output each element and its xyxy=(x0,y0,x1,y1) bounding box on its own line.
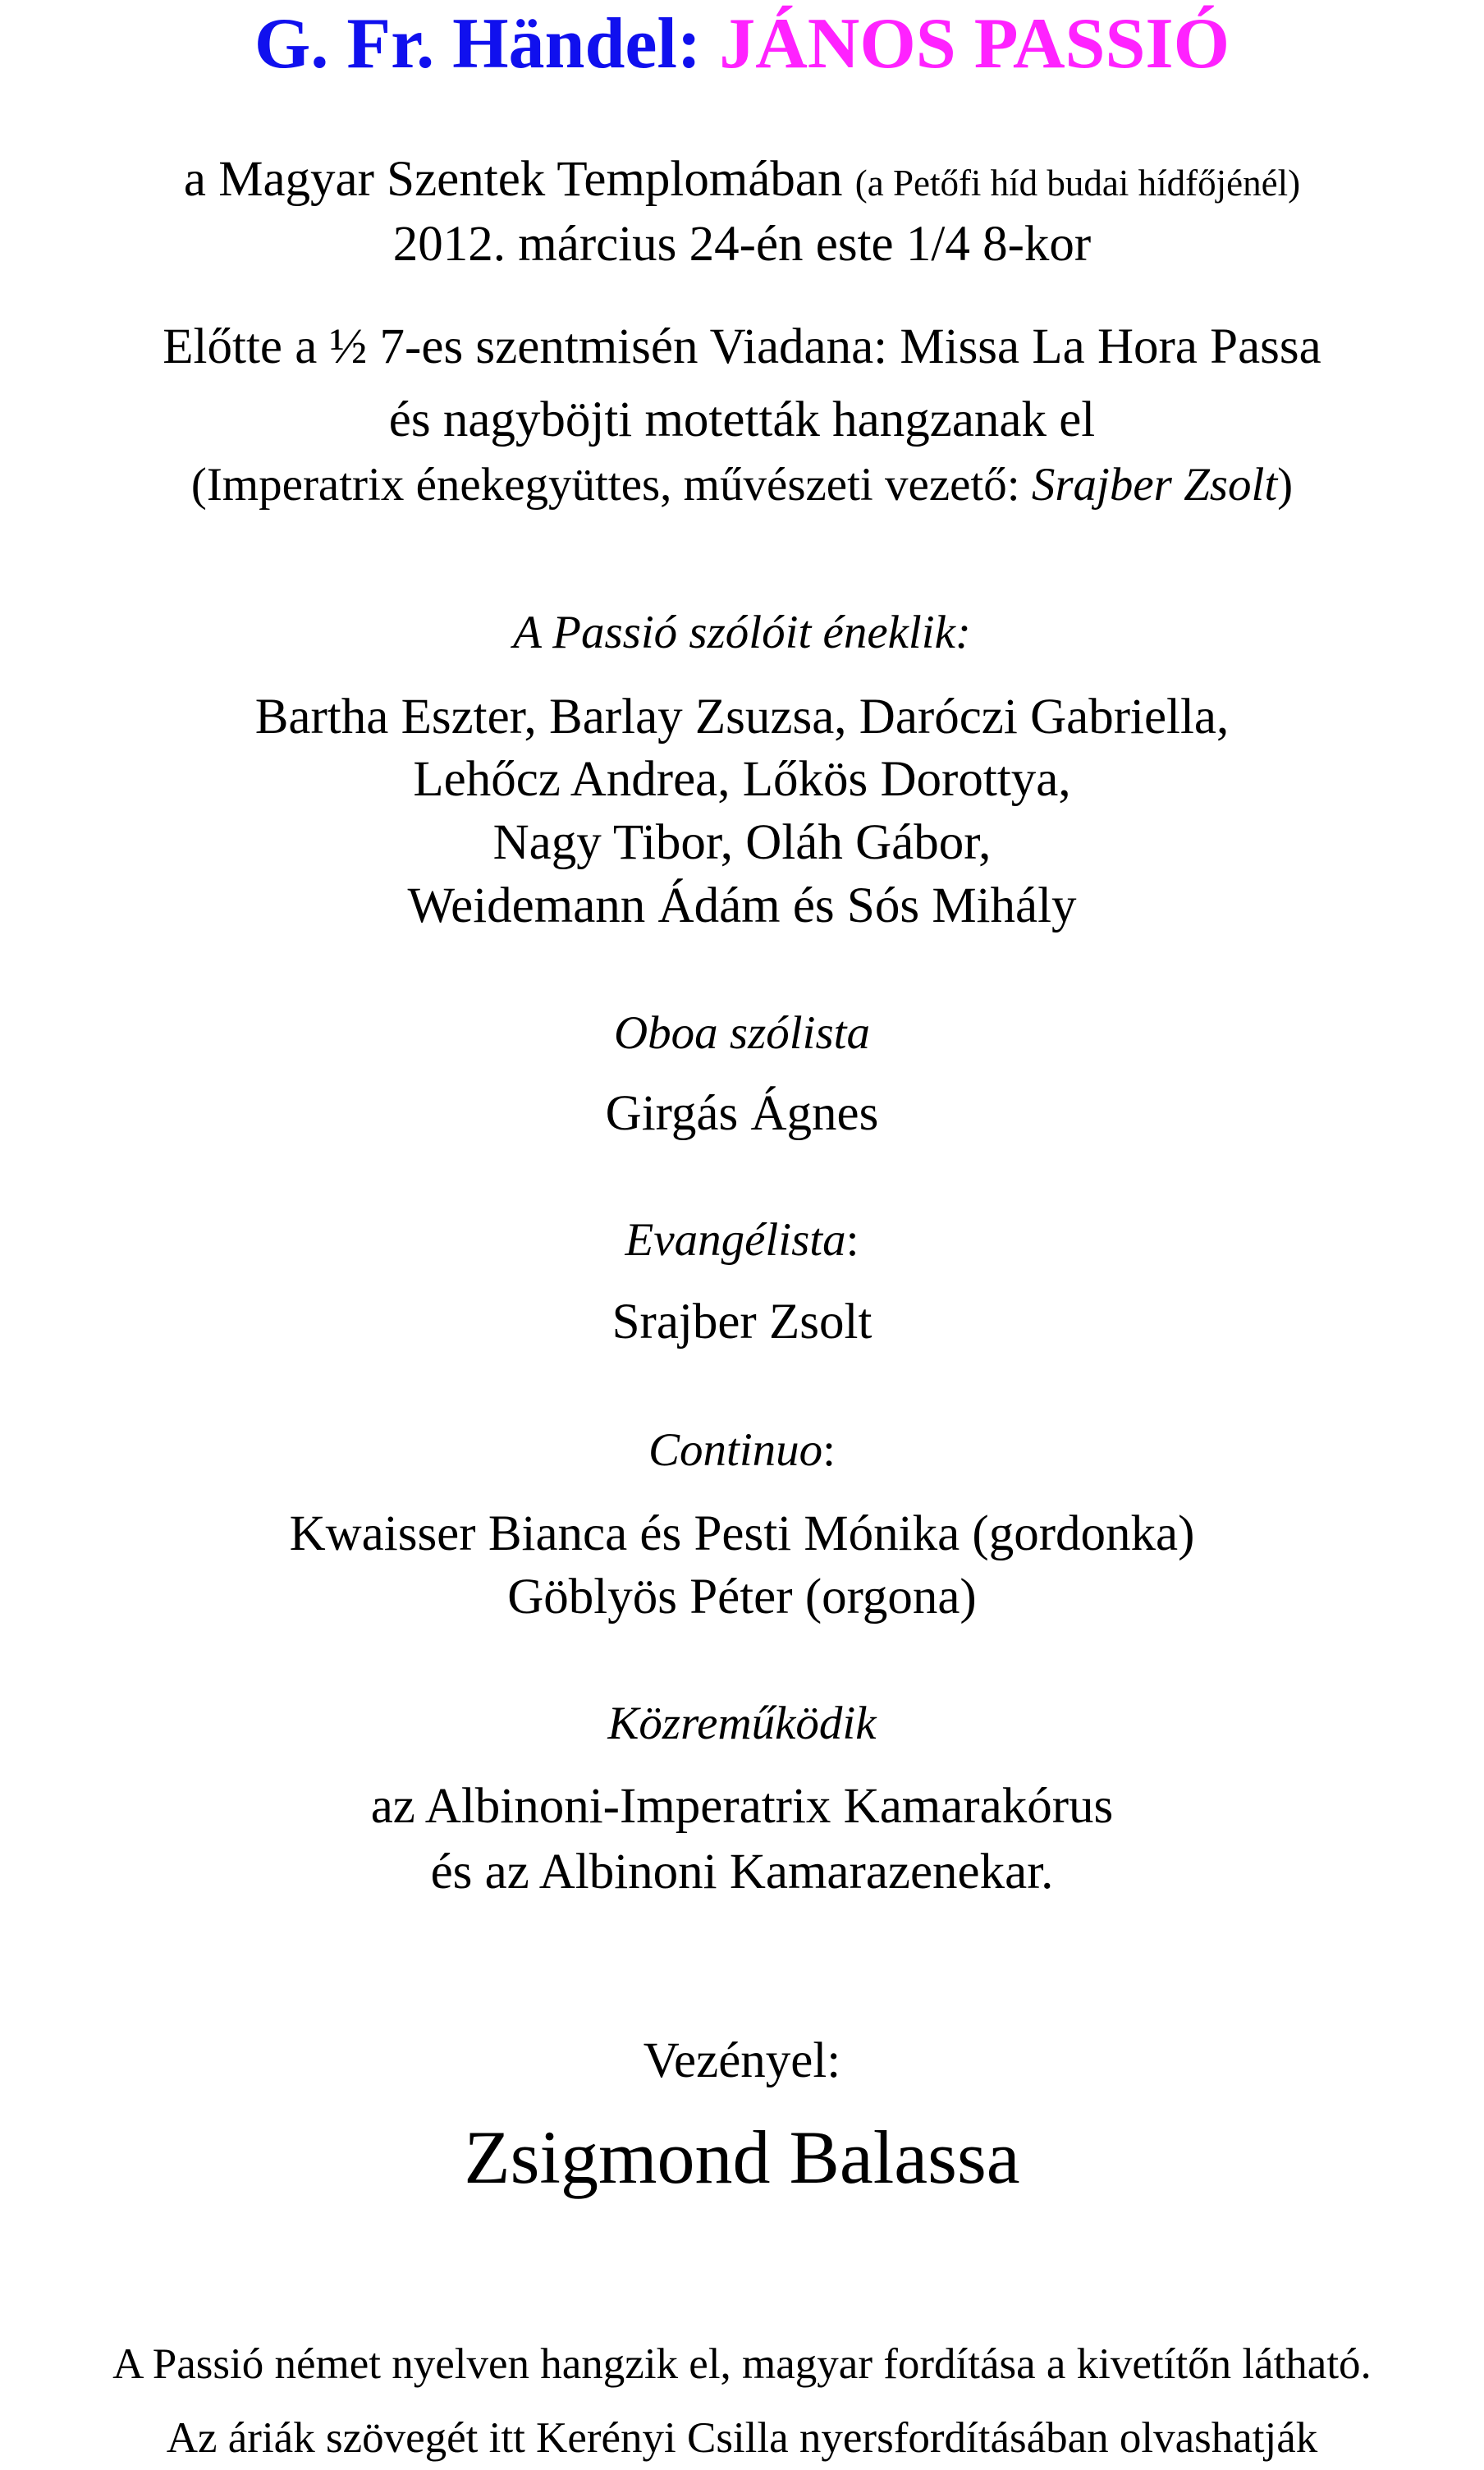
work-title: JÁNOS PASSIÓ xyxy=(719,4,1230,84)
conductor-heading: Vezényel: xyxy=(643,2033,841,2088)
venue-note: (a Petőfi híd budai hídfőjénél) xyxy=(854,163,1301,204)
oboe-heading: Oboa szólista xyxy=(614,1007,870,1059)
continuo-line-1: Kwaisser Bianca és Pesti Mónika (gordonka) xyxy=(289,1506,1195,1561)
pre-mass-line-3 xyxy=(0,459,1484,511)
continuo-line-2: Göblyös Péter (orgona) xyxy=(507,1570,977,1625)
event-date: 2012. március 24-én este 1/4 8-kor xyxy=(392,217,1092,272)
evangelist-heading-label: Evangélista xyxy=(625,1214,846,1266)
soloists-line-3: Nagy Tibor, Oláh Gábor, xyxy=(492,815,992,870)
soloists-line-1: Bartha Eszter, Barlay Zsuzsa, Daróczi Gabriella, xyxy=(254,690,1230,745)
pre-mass-line-1: Előtte a ½ 7-es szentmisén Viadana: Missa La Hora Passa xyxy=(163,319,1321,374)
venue-name: a Magyar Szentek Templomában xyxy=(183,152,843,207)
continuo-heading-label: Continuo xyxy=(648,1424,823,1476)
oboe-soloist: Girgás Ágnes xyxy=(605,1086,879,1141)
pre-mass-line-2: és nagyböjti motetták hangzanak el xyxy=(388,392,1096,447)
evangelist-name: Srajber Zsolt xyxy=(611,1295,873,1350)
venue-line xyxy=(0,152,1484,207)
conductor-name: Zsigmond Balassa xyxy=(464,2115,1020,2199)
pre-mass-director-name: Srajber Zsolt xyxy=(1031,459,1278,511)
evangelist-heading-colon: : xyxy=(845,1214,859,1266)
pre-mass-director-suffix: ) xyxy=(1277,459,1294,511)
continuo-heading-colon: : xyxy=(822,1424,836,1476)
continuo-heading xyxy=(0,1424,1484,1476)
participants-line-2: és az Albinoni Kamarazenekar. xyxy=(430,1844,1054,1899)
soloists-line-2: Lehőcz Andrea, Lőkös Dorottya, xyxy=(413,752,1071,807)
page-title xyxy=(0,4,1484,84)
soloists-line-4: Weidemann Ádám és Sós Mihály xyxy=(407,878,1077,933)
participants-line-1: az Albinoni-Imperatrix Kamarakórus xyxy=(370,1779,1114,1834)
pre-mass-director-prefix: (Imperatrix énekegyüttes, művészeti vezető: xyxy=(190,459,1032,511)
evangelist-heading xyxy=(0,1214,1484,1266)
participants-heading: Közreműködik xyxy=(607,1698,877,1749)
footer-line-1: A Passió német nyelven hangzik el, magyar fordítása a kivetítőn látható. xyxy=(112,2340,1372,2388)
soloists-heading: A Passió szólóit éneklik: xyxy=(513,607,971,658)
composer-name: G. Fr. Händel: xyxy=(254,4,702,84)
footer-line-2: Az áriák szövegét itt Kerényi Csilla nyersfordításában olvashatják xyxy=(166,2414,1318,2462)
